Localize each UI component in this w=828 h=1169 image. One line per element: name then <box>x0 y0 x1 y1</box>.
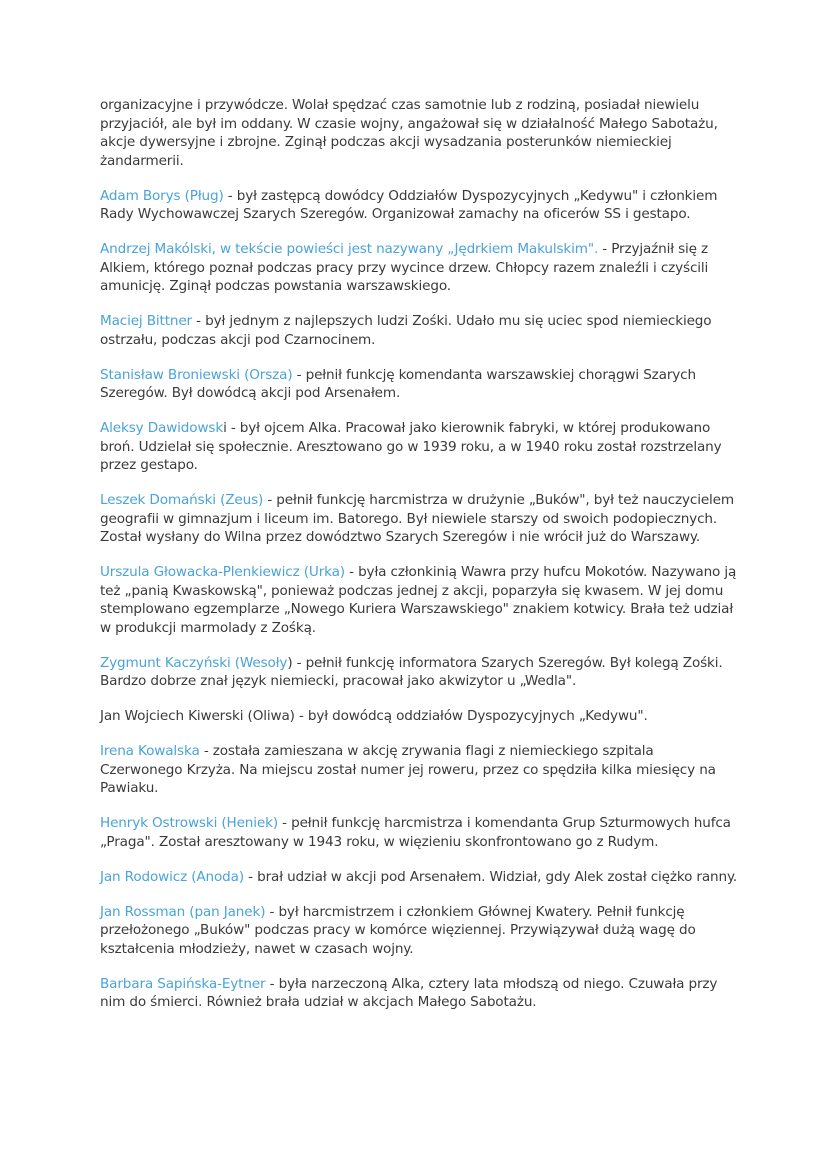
person-description: organizacyjne i przywódcze. Wolał spędzać czas samotnie lub z rodziną, posiadał niewielu przyjaciół, ale był im oddany. W czasie wojny, angażował się w działalność Małego Sabotażu, akcje dywersyjne i zbrojne. Zginął podczas akcji wysadzania posterunków niemieckiej żandarmerii. <box>100 97 718 169</box>
person-description: - był harcmistrzem i członkiem Głównej Kwatery. Pełnił funkcję przełożonego „Buków" podczas pracy w komórce więziennej. Przywiązywał dużą wagę do kształcenia młodzieży, nawet w czasach wojny. <box>100 903 696 957</box>
person-name: Aleksy Dawidowsk <box>100 420 224 436</box>
person-description: - pełnił funkcję harcmistrza w drużynie „Buków", był też nauczycielem geografii w gimnazjum i liceum im. Batorego. Był niewiele starszy od swoich podopiecznych. Został wysłany do Wilna przez dowództwo Szarych Szeregów i nie wrócił już do Warszawy. <box>100 492 734 545</box>
entry-irena-kowalska <box>100 742 740 798</box>
person-description: - pełnił funkcję komendanta warszawskiej chorągwi Szarych Szeregów. Był dowódcą akcji pod Arsenałem. <box>100 366 696 401</box>
entry-jan-rossman <box>100 903 740 959</box>
entry-andrzej-makolski <box>100 240 740 296</box>
person-name: Irena Kowalska <box>100 743 200 759</box>
person-name: Barbara Sapińska-Eytner <box>100 975 266 992</box>
entry-adam-borys <box>100 187 740 224</box>
person-name: Maciej Bittner <box>100 313 193 329</box>
entry-urszula-glowacka <box>100 563 740 637</box>
entry-henryk-ostrowski <box>100 814 740 851</box>
person-description: - był jednym z najlepszych ludzi Zośki. Udało mu się uciec spod niemieckiego ostrzału, podczas akcji pod Czarnocinem. <box>100 313 712 348</box>
person-description: ) - pełnił funkcję informatora Szarych Szeregów. Był kolegą Zośki. Bardzo dobrze znał język niemiecki, pracował jako akwizytor u „Wedla". <box>100 654 723 689</box>
entry-leszek-domanski <box>100 491 740 547</box>
entry-zygmunt-kaczynski <box>100 654 740 691</box>
person-description: - brał udział w akcji pod Arsenałem. Widział, gdy Alek został ciężko ranny. <box>244 868 738 885</box>
entry-maciej-bittner <box>100 312 740 349</box>
person-description: - została zamieszana w akcję zrywania flagi z niemieckiego szpitala Czerwonego Krzyża. Na miejscu został numer jej roweru, przez co spędziła kilka miesięcy na Pawiaku. <box>100 743 716 796</box>
paragraph-continuation <box>100 96 740 170</box>
entry-barbara-sapinska <box>100 975 740 1012</box>
entry-stanislaw-broniewski <box>100 366 740 403</box>
person-name: Stanisław Broniewski (Orsza) <box>100 366 293 383</box>
person-description: i - był ojcem Alka. Pracował jako kierownik fabryki, w której produkowano broń. Udzielał się społecznie. Aresztowano go w 1939 roku, a w 1940 roku został rozstrzelany przez gestapo. <box>100 420 722 473</box>
person-description: - był zastępcą dowódcy Oddziałów Dyspozycyjnych „Kedywu" i członkiem Rady Wychowawczej Szarych Szeregów. Organizował zamachy na oficerów SS i gestapo. <box>100 187 718 222</box>
person-name: Zygmunt Kaczyński (Wesoły <box>100 654 288 671</box>
person-description: - była narzeczoną Alka, cztery lata młodszą od niego. Czuwała przy nim do śmierci. Również brała udział w akcjach Małego Sabotażu. <box>100 975 718 1010</box>
person-name: Urszula Głowacka-Plenkiewicz (Urka) <box>100 564 345 580</box>
person-name: Adam Borys (Pług) <box>100 187 224 204</box>
person-description: Jan Wojciech Kiwerski (Oliwa) - był dowódcą oddziałów Dyspozycyjnych „Kedywu". <box>100 708 648 724</box>
person-name: Jan Rodowicz (Anoda) <box>100 868 244 885</box>
person-name: Jan Rossman (pan Janek) <box>100 903 266 920</box>
person-name: Leszek Domański (Zeus) <box>100 492 264 508</box>
entry-aleksy-dawidowski <box>100 419 740 475</box>
entry-jan-kiwerski <box>100 707 740 726</box>
person-name: Andrzej Makólski, w tekście powieści jest nazywany „Jędrkiem Makulskim". <box>100 241 599 257</box>
entry-jan-rodowicz <box>100 868 740 887</box>
person-description: - Przyjaźnił się z Alkiem, którego poznał podczas pracy przy wycince drzew. Chłopcy razem znaleźli i czyścili amunicję. Zginął podczas powstania warszawskiego. <box>100 241 709 294</box>
person-name: Henryk Ostrowski (Heniek) <box>100 815 278 831</box>
document-page <box>100 96 740 1028</box>
person-description: - pełnił funkcję harcmistrza i komendanta Grup Szturmowych hufca „Praga". Został aresztowany w 1943 roku, w więzieniu skonfrontowano go z Rudym. <box>100 815 731 850</box>
person-description: - była członkinią Wawra przy hufcu Mokotów. Nazywano ją też „panią Kwaskowską", ponieważ podczas jednej z akcji, poparzyła się kwasem. W jej domu stemplowano egzemplarze „Nowego Kuriera Warszawskiego" znakiem kotwicy. Brała też udział w produkcji marmolady z Zośką. <box>100 564 737 636</box>
